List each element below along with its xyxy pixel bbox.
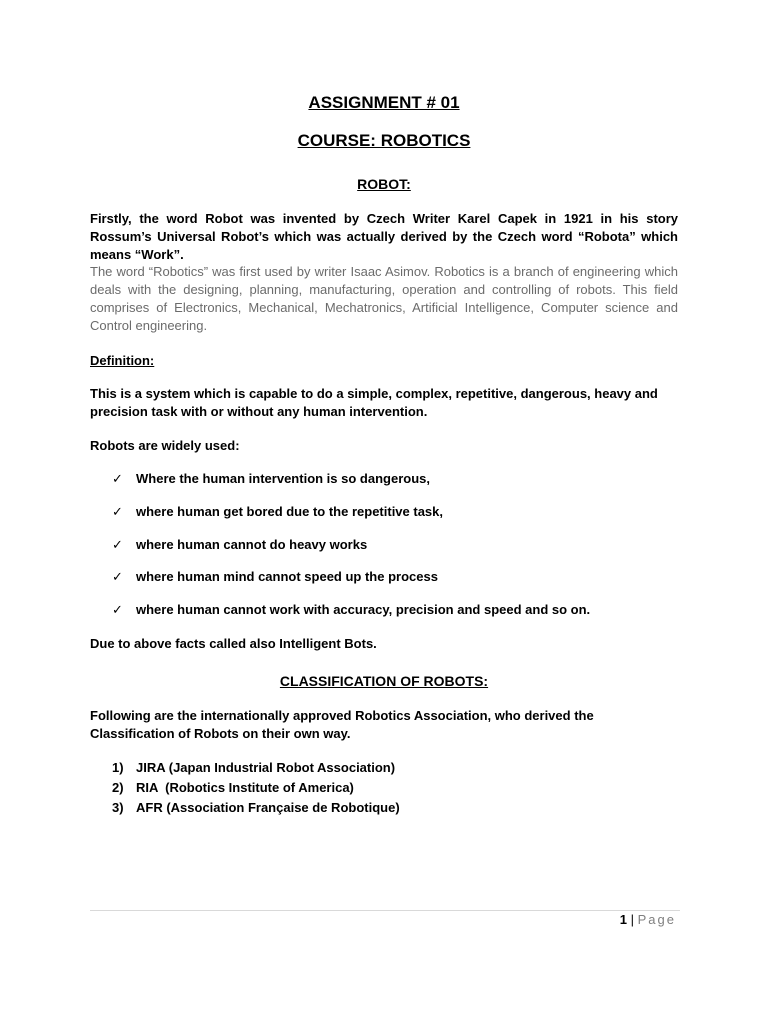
checkmark-icon: ✓ [112,504,123,519]
list-item: ✓ where human mind cannot speed up the process [112,569,438,584]
page-number: 1 [619,912,627,927]
page-label: Page [637,912,676,927]
footer-separator: | [630,912,634,927]
list-item: ✓ where human cannot do heavy works [112,537,368,552]
list-item: 1) JIRA (Japan Industrial Robot Association) [112,760,396,775]
list-item: 3) AFR (Association Française de Robotique) [112,800,400,815]
checkmark-icon: ✓ [112,471,123,486]
checkmark-icon: ✓ [112,569,123,584]
classification-heading: CLASSIFICATION OF ROBOTS: [279,673,489,689]
page-footer [620,912,676,927]
checkmark-icon: ✓ [112,537,123,552]
conclusion-text: Due to above facts called also Intelligent Bots. [90,636,377,651]
robot-heading: ROBOT: [357,176,411,192]
checkmark-icon: ✓ [112,602,123,617]
list-item: ✓ where human cannot work with accuracy, precision and speed and so on. [112,602,591,617]
classification-intro: Following are the internationally approved Robotics Association, who derived the Classification of Robots on their own way. [90,708,594,741]
robotics-paragraph: The word “Robotics” was first used by writer Isaac Asimov. Robotics is a branch of engineering which deals with the designing, planning, manufacturing, operation and controlling of robots. This field comprises of Electronics, Mechanical, Mechatronics, Artificial Intelligence, Computer science and Control engineering. [90,264,678,333]
uses-intro: Robots are widely used: [90,438,240,453]
definition-heading: Definition: [90,353,155,368]
list-item: 2) RIA (Robotics Institute of America) [112,780,354,795]
list-item: ✓ Where the human intervention is so dangerous, [112,471,430,486]
intro-paragraph: Firstly, the word Robot was invented by Czech Writer Karel Capek in 1921 in his story Rossum’s Universal Robot’s which was actually derived by the Czech word “Robota” which means “Work”. [90,211,678,262]
footer-divider [90,910,680,911]
course-title: COURSE: ROBOTICS [297,131,471,150]
list-item: ✓ where human get bored due to the repetitive task, [112,504,444,519]
assignment-title: ASSIGNMENT # 01 [308,93,460,112]
definition-text: This is a system which is capable to do a simple, complex, repetitive, dangerous, heavy and precision task with or without any human intervention. [90,386,658,419]
